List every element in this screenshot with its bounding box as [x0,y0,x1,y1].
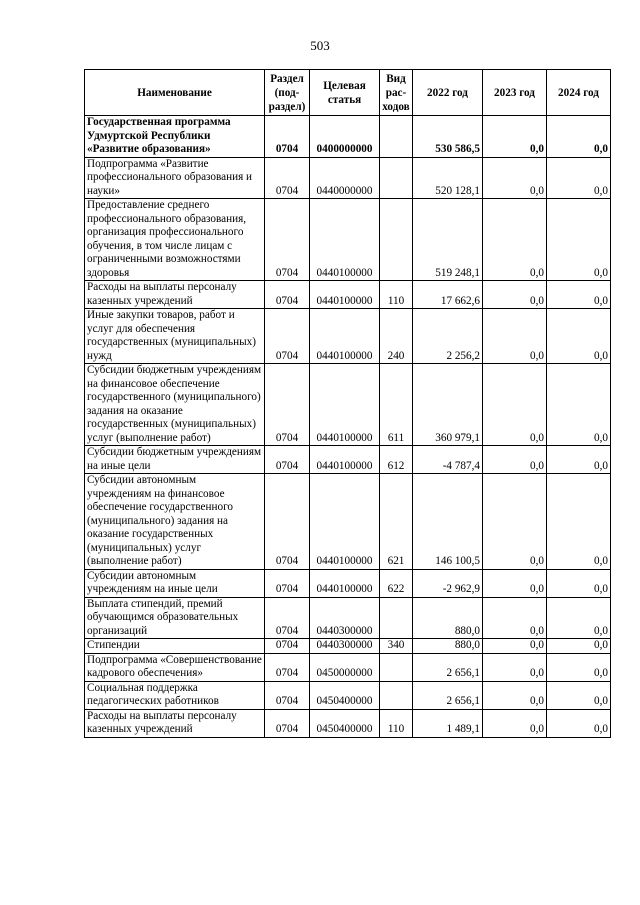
row-value-2023: 0,0 [483,474,547,570]
row-section: 0704 [265,281,310,309]
row-section: 0704 [265,681,310,709]
row-value-2023: 0,0 [483,597,547,639]
row-value-2024: 0,0 [547,597,611,639]
row-value-2022: 2 656,1 [413,681,483,709]
row-target: 0440000000 [310,157,380,199]
row-expense: 240 [380,309,413,364]
row-expense: 612 [380,446,413,474]
row-value-2023: 0,0 [483,199,547,281]
table-row [85,597,611,639]
header-section-line: (под- [274,86,300,99]
table-row [85,569,611,597]
table-row [85,364,611,446]
row-expense [380,157,413,199]
row-value-2024: 0,0 [547,157,611,199]
page-number: 503 [310,38,330,53]
row-target: 0440100000 [310,474,380,570]
row-value-2024: 0,0 [547,569,611,597]
row-name: Стипендии [85,639,265,654]
row-expense [380,199,413,281]
header-expense-line: Вид [386,72,406,85]
row-name: Подпрограмма «Развитие профессионального образования и науки» [85,157,265,199]
row-name: Иные закупки товаров, работ и услуг для обеспечения государственных (муниципальных) нужд [85,309,265,364]
row-value-2022: 146 100,5 [413,474,483,570]
table-body [85,116,611,738]
row-target: 0400000000 [310,116,380,158]
header-2022: 2022 год [413,70,483,116]
row-value-2024: 0,0 [547,364,611,446]
row-value-2022: 1 489,1 [413,709,483,737]
row-expense: 611 [380,364,413,446]
row-value-2024: 0,0 [547,653,611,681]
row-value-2022: -2 962,9 [413,569,483,597]
table-row [85,281,611,309]
row-value-2022: 880,0 [413,639,483,654]
row-value-2022: 530 586,5 [413,116,483,158]
row-expense [380,681,413,709]
row-value-2024: 0,0 [547,709,611,737]
header-section-line: раздел) [268,100,306,113]
row-name: Субсидии бюджетным учреждениям на иные цели [85,446,265,474]
row-value-2022: 2 656,1 [413,653,483,681]
table-row [85,681,611,709]
row-expense [380,116,413,158]
header-expense-line: рас- [385,86,407,99]
row-value-2022: -4 787,4 [413,446,483,474]
row-value-2024: 0,0 [547,681,611,709]
row-target: 0450000000 [310,653,380,681]
table-row [85,474,611,570]
row-value-2023: 0,0 [483,157,547,199]
header-2024: 2024 год [547,70,611,116]
row-value-2024: 0,0 [547,281,611,309]
header-expense [380,70,413,116]
row-value-2022: 520 128,1 [413,157,483,199]
header-target-line: Целевая [323,79,366,92]
row-name: Расходы на выплаты персоналу казенных учреждений [85,281,265,309]
table-row [85,199,611,281]
row-value-2023: 0,0 [483,709,547,737]
row-target: 0450400000 [310,709,380,737]
header-section-line: Раздел [270,72,304,85]
row-expense: 621 [380,474,413,570]
row-section: 0704 [265,653,310,681]
row-expense: 340 [380,639,413,654]
header-name: Наименование [85,70,265,116]
row-target: 0450400000 [310,681,380,709]
row-value-2022: 2 256,2 [413,309,483,364]
row-name: Субсидии автономным учреждениям на иные цели [85,569,265,597]
row-target: 0440100000 [310,364,380,446]
row-value-2023: 0,0 [483,281,547,309]
table-row [85,446,611,474]
row-section: 0704 [265,364,310,446]
row-target: 0440300000 [310,639,380,654]
table-row [85,116,611,158]
row-expense [380,653,413,681]
row-value-2023: 0,0 [483,639,547,654]
row-expense: 110 [380,709,413,737]
row-name: Государственная программа Удмуртской Республики «Развитие образования» [85,116,265,158]
row-section: 0704 [265,569,310,597]
row-target: 0440100000 [310,199,380,281]
row-value-2023: 0,0 [483,446,547,474]
header-expense-line: ходов [382,100,410,113]
row-target: 0440100000 [310,281,380,309]
row-value-2022: 880,0 [413,597,483,639]
table-row [85,653,611,681]
table-row [85,709,611,737]
row-section: 0704 [265,157,310,199]
table-row [85,639,611,654]
header-target-line: статья [327,93,362,106]
row-value-2024: 0,0 [547,199,611,281]
row-name: Выплата стипендий, премий обучающимся образовательных организаций [85,597,265,639]
row-section: 0704 [265,199,310,281]
row-section: 0704 [265,639,310,654]
row-value-2024: 0,0 [547,446,611,474]
row-value-2023: 0,0 [483,569,547,597]
row-value-2023: 0,0 [483,309,547,364]
row-value-2023: 0,0 [483,653,547,681]
budget-table [84,69,611,738]
row-value-2024: 0,0 [547,309,611,364]
row-name: Расходы на выплаты персоналу казенных учреждений [85,709,265,737]
row-target: 0440100000 [310,446,380,474]
row-value-2022: 360 979,1 [413,364,483,446]
row-value-2023: 0,0 [483,681,547,709]
row-value-2024: 0,0 [547,474,611,570]
row-value-2023: 0,0 [483,116,547,158]
row-name: Субсидии автономным учреждениям на финансовое обеспечение государственного (муниципального) задания на оказание государственных (муниципальных) услуг (выполнение работ) [85,474,265,570]
header-2023: 2023 год [483,70,547,116]
row-expense: 110 [380,281,413,309]
row-section: 0704 [265,597,310,639]
row-section: 0704 [265,709,310,737]
row-section: 0704 [265,309,310,364]
table-row [85,157,611,199]
row-value-2022: 17 662,6 [413,281,483,309]
row-name: Субсидии бюджетным учреждениям на финансовое обеспечение государственного (муниципального) задания на оказание государственных (муниципальных) услуг (выполнение работ) [85,364,265,446]
table-header-row [85,70,611,116]
row-target: 0440300000 [310,597,380,639]
header-target [310,70,380,116]
row-name: Социальная поддержка педагогических работников [85,681,265,709]
row-name: Подпрограмма «Совершенствование кадрового обеспечения» [85,653,265,681]
row-name: Предоставление среднего профессионального образования, организация профессионального обучения, в том числе лицам с ограниченными возможностями здоровья [85,199,265,281]
row-section: 0704 [265,116,310,158]
row-value-2023: 0,0 [483,364,547,446]
row-value-2024: 0,0 [547,116,611,158]
row-value-2024: 0,0 [547,639,611,654]
row-target: 0440100000 [310,309,380,364]
row-section: 0704 [265,474,310,570]
row-target: 0440100000 [310,569,380,597]
row-value-2022: 519 248,1 [413,199,483,281]
row-expense [380,597,413,639]
table-row [85,309,611,364]
row-expense: 622 [380,569,413,597]
row-section: 0704 [265,446,310,474]
header-section [265,70,310,116]
